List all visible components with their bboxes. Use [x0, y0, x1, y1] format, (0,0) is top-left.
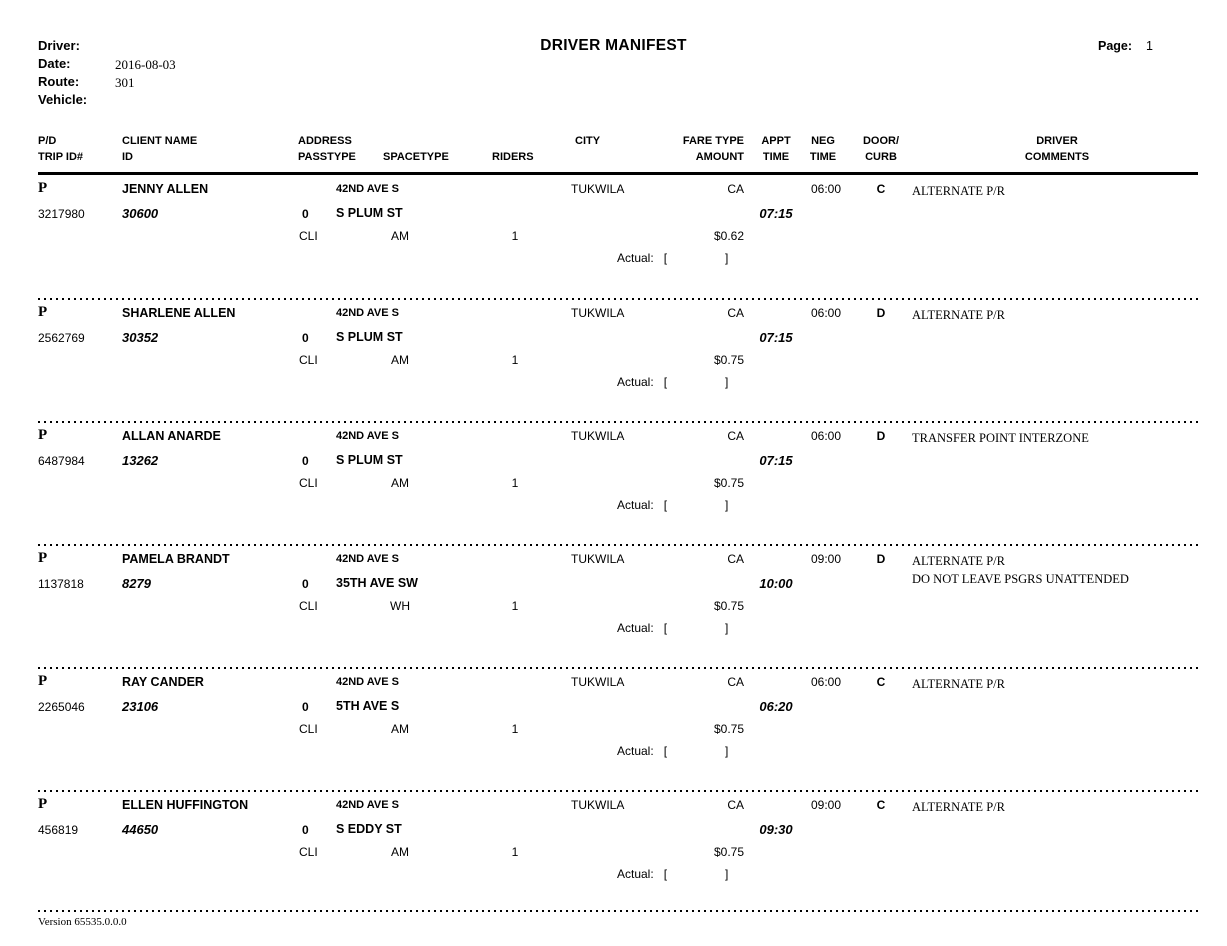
col-neg: NEG	[811, 135, 835, 147]
comment-line1: ALTERNATE P/R	[912, 800, 1005, 814]
actual-bracket-close: ]	[725, 621, 729, 635]
fare-amount: $0.75	[713, 722, 744, 736]
passtype: CLI	[299, 353, 318, 367]
pd-marker: P	[38, 304, 48, 320]
address-line2: S PLUM ST	[336, 453, 403, 467]
actual-time-entry	[617, 375, 728, 389]
neg-time: 06:00	[810, 306, 841, 320]
driver-comments	[912, 182, 1212, 200]
col-fare-type: FARE TYPE	[682, 135, 744, 147]
actual-time-entry	[617, 621, 728, 635]
riders: 1	[511, 845, 519, 859]
page-title: DRIVER MANIFEST	[540, 37, 687, 54]
actual-bracket-close: ]	[725, 375, 729, 389]
driver-comments	[912, 675, 1212, 693]
city: TUKWILA	[571, 306, 625, 320]
trip-record	[0, 176, 1227, 300]
comment-line1: ALTERNATE P/R	[912, 184, 1005, 198]
fare-amount: $0.62	[713, 229, 744, 243]
passtype: CLI	[299, 476, 318, 490]
spacetype: AM	[391, 722, 409, 736]
fare-amount: $0.75	[713, 476, 744, 490]
client-name: SHARLENE ALLEN	[122, 306, 236, 320]
neg-time: 09:00	[810, 552, 841, 566]
route-label: Route:	[38, 74, 80, 89]
fare-amount: $0.75	[713, 353, 744, 367]
col-address: ADDRESS	[298, 135, 352, 147]
comment-line2: DO NOT LEAVE PSGRS UNATTENDED	[912, 572, 1129, 586]
fare-type: CA	[727, 306, 744, 320]
address-line1: 42ND AVE S	[336, 799, 399, 811]
door-curb: D	[876, 306, 886, 320]
door-curb: C	[876, 182, 886, 196]
passtype: CLI	[299, 599, 318, 613]
city: TUKWILA	[571, 675, 625, 689]
spacetype: WH	[390, 599, 410, 613]
col-passtype: PASSTYPE	[298, 151, 356, 163]
fare-type: CA	[727, 552, 744, 566]
door-curb: D	[876, 552, 886, 566]
client-name: JENNY ALLEN	[122, 182, 209, 196]
address-line2: S PLUM ST	[336, 330, 403, 344]
col-city: CITY	[575, 135, 601, 147]
client-id: 30600	[122, 206, 159, 221]
trip-record	[0, 546, 1227, 669]
passtype: CLI	[299, 845, 318, 859]
driver-comments	[912, 798, 1212, 816]
riders: 1	[511, 722, 519, 736]
address-line2: 35TH AVE SW	[336, 576, 418, 590]
client-name: RAY CANDER	[122, 675, 204, 689]
trip-id: 6487984	[38, 454, 85, 468]
client-id: 44650	[122, 822, 159, 837]
passtype-flag: 0	[302, 331, 309, 345]
page-number-value: 1	[1146, 39, 1153, 53]
actual-label: Actual:	[617, 498, 654, 512]
client-id: 8279	[122, 576, 151, 591]
riders: 1	[511, 599, 519, 613]
col-curb: CURB	[865, 151, 897, 163]
appt-time: 09:30	[759, 822, 793, 837]
actual-bracket-close: ]	[725, 498, 729, 512]
passtype-flag: 0	[302, 454, 309, 468]
actual-bracket-close: ]	[725, 251, 729, 265]
address-line2: 5TH AVE S	[336, 699, 400, 713]
trip-id: 2562769	[38, 331, 85, 345]
trip-record	[0, 300, 1227, 423]
pd-marker: P	[38, 550, 48, 566]
city: TUKWILA	[571, 798, 625, 812]
neg-time: 09:00	[810, 798, 841, 812]
actual-label: Actual:	[617, 375, 654, 389]
driver-comments	[912, 552, 1212, 588]
pd-marker: P	[38, 180, 48, 196]
col-client-name: CLIENT NAME	[122, 135, 198, 147]
actual-bracket-open: [	[663, 621, 668, 635]
address-line2: S EDDY ST	[336, 822, 402, 836]
fare-type: CA	[727, 182, 744, 196]
col-comments: COMMENTS	[1024, 151, 1090, 163]
client-name: ALLAN ANARDE	[122, 429, 221, 443]
spacetype: AM	[391, 476, 409, 490]
client-id: 13262	[122, 453, 159, 468]
actual-label: Actual:	[617, 867, 654, 881]
col-amount: AMOUNT	[695, 151, 744, 163]
actual-bracket-open: [	[663, 744, 668, 758]
comment-line1: ALTERNATE P/R	[912, 308, 1005, 322]
col-trip-id: TRIP ID#	[38, 151, 84, 163]
col-riders: RIDERS	[492, 151, 534, 163]
page-number-label: Page:	[1098, 39, 1133, 53]
riders: 1	[511, 476, 519, 490]
client-name: ELLEN HUFFINGTON	[122, 798, 249, 812]
passtype-flag: 0	[302, 207, 309, 221]
appt-time: 10:00	[759, 576, 793, 591]
trip-record	[0, 423, 1227, 546]
appt-time: 07:15	[759, 453, 793, 468]
pd-marker: P	[38, 796, 48, 812]
spacetype: AM	[391, 845, 409, 859]
comment-line1: TRANSFER POINT INTERZONE	[912, 431, 1089, 445]
actual-bracket-open: [	[663, 498, 668, 512]
route-value: 301	[115, 75, 135, 90]
neg-time: 06:00	[810, 429, 841, 443]
spacetype: AM	[391, 353, 409, 367]
actual-time-entry	[617, 867, 728, 881]
address-line1: 42ND AVE S	[336, 553, 399, 565]
trip-id: 3217980	[38, 207, 85, 221]
comment-line1: ALTERNATE P/R	[912, 677, 1005, 691]
door-curb: C	[876, 798, 886, 812]
client-id: 23106	[122, 699, 159, 714]
fare-type: CA	[727, 675, 744, 689]
version-text: Version 65535.0.0.0	[38, 916, 127, 928]
actual-time-entry	[617, 251, 728, 265]
actual-time-entry	[617, 744, 728, 758]
appt-time: 06:20	[759, 699, 793, 714]
fare-amount: $0.75	[713, 599, 744, 613]
trip-record	[0, 669, 1227, 792]
actual-label: Actual:	[617, 744, 654, 758]
address-line2: S PLUM ST	[336, 206, 403, 220]
city: TUKWILA	[571, 429, 625, 443]
appt-time: 07:15	[759, 206, 793, 221]
pd-marker: P	[38, 427, 48, 443]
riders: 1	[511, 229, 519, 243]
driver-label: Driver:	[38, 38, 80, 53]
actual-label: Actual:	[617, 621, 654, 635]
actual-bracket-open: [	[663, 867, 668, 881]
trip-id: 2265046	[38, 700, 85, 714]
driver-comments	[912, 306, 1212, 324]
col-door: DOOR/	[862, 135, 900, 147]
client-id: 30352	[122, 330, 159, 345]
comment-line1: ALTERNATE P/R	[912, 554, 1005, 568]
driver-comments	[912, 429, 1212, 447]
riders: 1	[511, 353, 519, 367]
neg-time: 06:00	[810, 675, 841, 689]
trip-record	[0, 792, 1227, 912]
date-label: Date:	[38, 56, 71, 71]
actual-bracket-open: [	[663, 251, 668, 265]
vehicle-label: Vehicle:	[38, 92, 88, 107]
passtype-flag: 0	[302, 823, 309, 837]
actual-bracket-open: [	[663, 375, 668, 389]
passtype-flag: 0	[302, 577, 309, 591]
door-curb: D	[876, 429, 886, 443]
passtype-flag: 0	[302, 700, 309, 714]
actual-label: Actual:	[617, 251, 654, 265]
col-spacetype: SPACETYPE	[383, 151, 449, 163]
col-neg-time: TIME	[809, 151, 837, 163]
actual-time-entry	[617, 498, 728, 512]
fare-type: CA	[727, 429, 744, 443]
pd-marker: P	[38, 673, 48, 689]
address-line1: 42ND AVE S	[336, 676, 399, 688]
col-appt-time: TIME	[762, 151, 790, 163]
address-line1: 42ND AVE S	[336, 183, 399, 195]
passtype: CLI	[299, 229, 318, 243]
trip-id: 456819	[38, 823, 79, 837]
col-appt: APPT	[761, 135, 791, 147]
record-separator	[38, 910, 1198, 912]
actual-bracket-close: ]	[725, 744, 729, 758]
neg-time: 06:00	[810, 182, 841, 196]
address-line1: 42ND AVE S	[336, 307, 399, 319]
col-driver: DRIVER	[1036, 135, 1078, 147]
appt-time: 07:15	[759, 330, 793, 345]
fare-amount: $0.75	[713, 845, 744, 859]
actual-bracket-close: ]	[725, 867, 729, 881]
spacetype: AM	[391, 229, 409, 243]
city: TUKWILA	[571, 552, 625, 566]
date-value: 2016-08-03	[115, 57, 176, 72]
fare-type: CA	[727, 798, 744, 812]
city: TUKWILA	[571, 182, 625, 196]
col-id: ID	[122, 151, 133, 163]
client-name: PAMELA BRANDT	[122, 552, 230, 566]
address-line1: 42ND AVE S	[336, 430, 399, 442]
door-curb: C	[876, 675, 886, 689]
header-rule	[38, 172, 1198, 175]
passtype: CLI	[299, 722, 318, 736]
trip-id: 1137818	[38, 577, 84, 591]
col-pd: P/D	[38, 135, 57, 147]
